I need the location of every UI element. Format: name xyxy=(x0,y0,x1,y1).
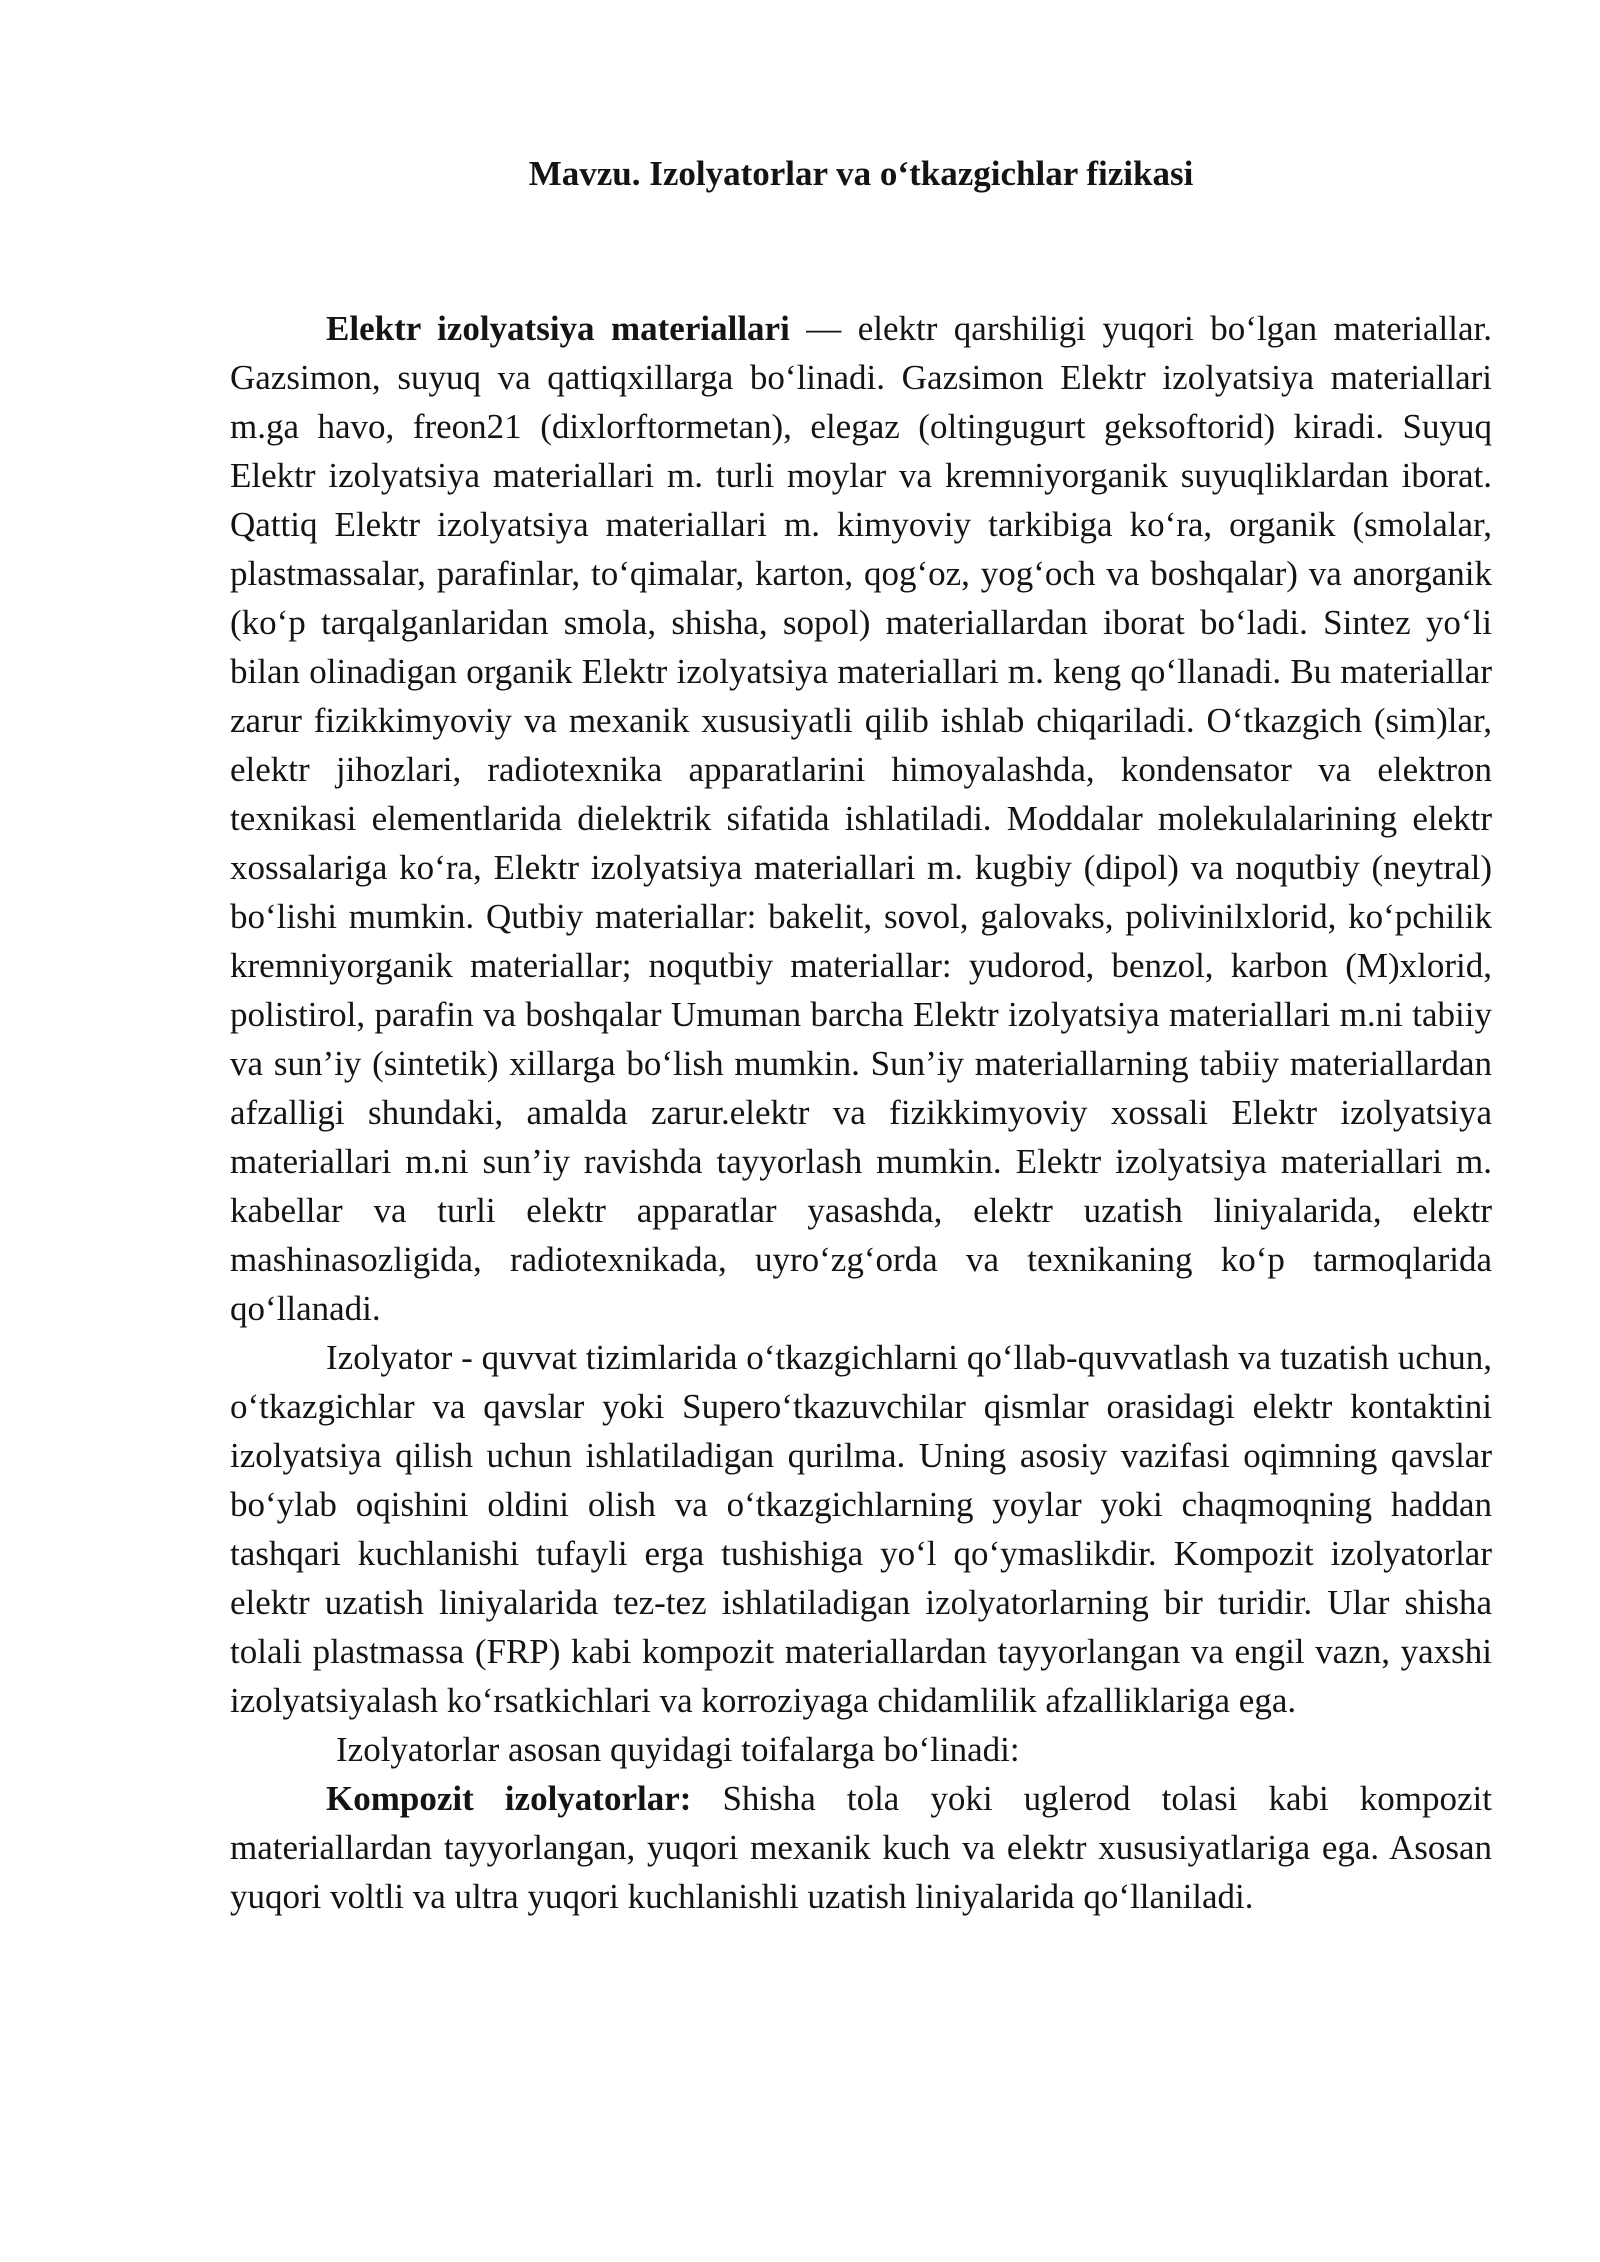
paragraph-text: Shisha tola yoki uglerod tolasi kabi kompozit materiallardan tayyorlangan, yuqori mexanik kuch va elektr xususiyatlariga ega. Asosan yuqori voltli va ultra yuqori kuchlanishli uzatish liniyalarida qo‘llaniladi. xyxy=(230,1779,1492,1916)
document-body xyxy=(230,304,1492,1921)
paragraph-lead-term: Elektr izolyatsiya materiallari xyxy=(326,309,790,348)
paragraph-text: — elektr qarshiligi yuqori bo‘lgan materiallar. Gazsimon, suyuq va qattiqxillarga bo‘linadi. Gazsimon Elektr izolyatsiya materiallari m.ga havo, freon21 (dixlorftormetan), elegaz (oltingugurt geksoftorid) kiradi. Suyuq Elektr izolyatsiya materiallari m. turli moylar va kremniyorganik suyuqliklardan iborat. Qattiq Elektr izolyatsiya materiallari m. kimyoviy tarkibiga ko‘ra, organik (smolalar, plastmassalar, parafinlar, to‘qimalar, karton, qog‘oz, yog‘och va boshqalar) va anorganik (ko‘p tarqalganlaridan smola, shisha, sopol) materiallardan iborat bo‘ladi. Sintez yo‘li bilan olinadigan organik Elektr izolyatsiya materiallari m. keng qo‘llanadi. Bu materiallar zarur fizikkimyoviy va mexanik xususiyatli qilib ishlab chiqariladi. O‘tkazgich (sim)lar, elektr jihozlari, radiotexnika apparatlarini himoyalashda, kondensator va elektron texnikasi elementlarida dielektrik sifatida ishlatiladi. Moddalar molekulalarining elektr xossalariga ko‘ra, Elektr izolyatsiya materiallari m. kugbiy (dipol) va noqutbiy (neytral) bo‘lishi mumkin. Qutbiy materiallar: bakelit, sovol, galovaks, polivinilxlorid, ko‘pchilik kremniyorganik materiallar; noqutbiy materiallar: yudorod, benzol, karbon (M)xlorid, polistirol, parafin va boshqalar Umuman barcha Elektr izolyatsiya materiallari m.ni tabiiy va sun’iy (sintetik) xillarga bo‘lish mumkin. Sun’iy materiallarning tabiiy materiallardan afzalligi shundaki, amalda zarur.elektr va fizikkimyoviy xossali Elektr izolyatsiya materiallari m.ni sun’iy ravishda tayyorlash mumkin. Elektr izolyatsiya materiallari m. kabellar va turli elektr apparatlar yasashda, elektr uzatish liniyalarida, elektr mashinasozligida, radiotexnikada, uyro‘zg‘orda va texnikaning ko‘p tarmoqlarida qo‘llanadi. xyxy=(230,309,1493,1328)
paragraph-lead-term: Kompozit izolyatorlar: xyxy=(326,1779,692,1818)
document-title: Mavzu. Izolyatorlar va o‘tkazgichlar fizikasi xyxy=(528,154,1194,193)
paragraph-categories-intro xyxy=(230,1725,1492,1774)
paragraph-text: Izolyatorlar asosan quyidagi toifalarga bo‘linadi: xyxy=(336,1730,1020,1769)
paragraph-composite-insulators xyxy=(230,1774,1492,1921)
paragraph-insulator-definition xyxy=(230,1333,1492,1725)
paragraph-text: Izolyator - quvvat tizimlarida o‘tkazgichlarni qo‘llab-quvvatlash va tuzatish uchun, o‘tkazgichlar va qavslar yoki Supero‘tkazuvchilar qismlar orasidagi elektr kontaktini izolyatsiya qilish uchun ishlatiladigan qurilma. Uning asosiy vazifasi oqimning qavslar bo‘ylab oqishini oldini olish va o‘tkazgichlarning yoylar yoki chaqmoqning haddan tashqari kuchlanishi tufayli erga tushishiga yo‘l qo‘ymaslikdir. Kompozit izolyatorlar elektr uzatish liniyalarida tez-tez ishlatiladigan izolyatorlarning bir turidir. Ular shisha tolali plastmassa (FRP) kabi kompozit materiallardan tayyorlangan va engil vazn, yaxshi izolyatsiyalash ko‘rsatkichlari va korroziyaga chidamlilik afzalliklariga ega. xyxy=(230,1338,1492,1720)
paragraph-insulation-materials xyxy=(230,304,1492,1333)
